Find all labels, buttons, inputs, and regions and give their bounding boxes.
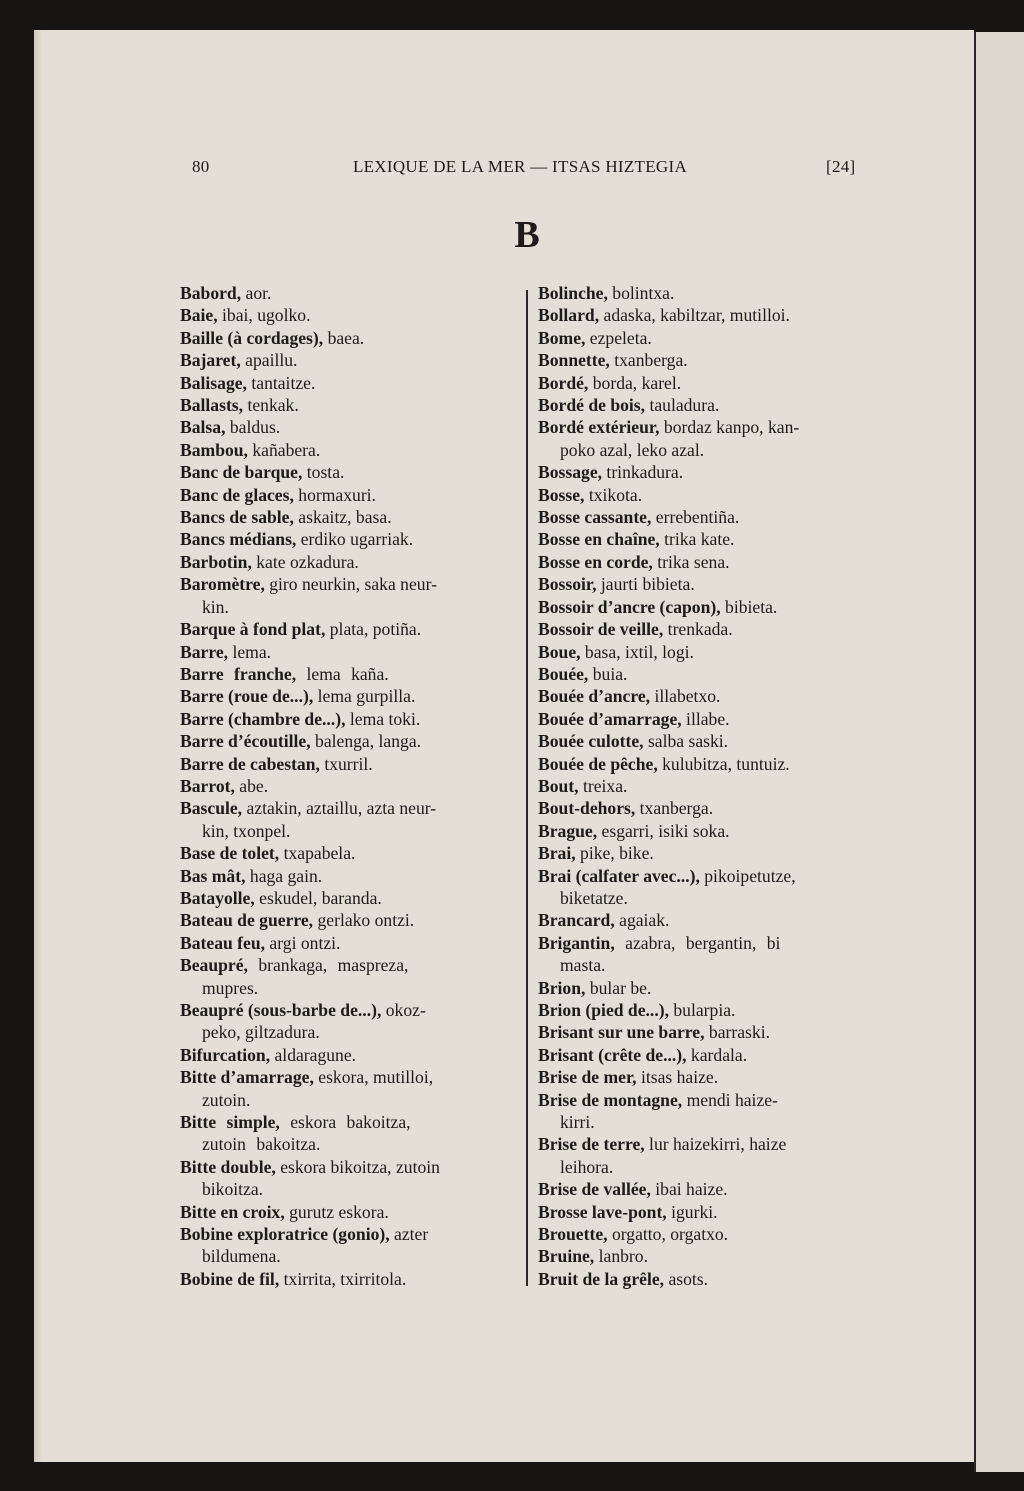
entry-continuation: biketatze. xyxy=(560,887,628,908)
dictionary-entry xyxy=(180,887,515,909)
entry-term: Bateau feu, xyxy=(180,932,266,953)
entry-definition: lema toki. xyxy=(345,708,421,729)
dictionary-entry xyxy=(180,461,515,483)
entry-term: Bonnette, xyxy=(538,350,610,371)
entry-definition: bibieta. xyxy=(720,596,778,617)
entry-definition: baldus. xyxy=(225,417,281,438)
entry-term: Bitte simple, xyxy=(180,1112,280,1133)
dictionary-entry xyxy=(538,842,873,864)
dictionary-entry xyxy=(538,484,873,506)
dictionary-entry xyxy=(180,484,515,506)
entry-definition: aztakin, aztaillu, azta neur- xyxy=(242,798,437,819)
entry-term: Boue, xyxy=(538,641,581,662)
entry-term: Balisage, xyxy=(180,372,247,393)
dictionary-entry xyxy=(180,439,515,461)
entry-definition: giro neurkin, saka neur- xyxy=(264,574,437,595)
entry-term: Barre franche, xyxy=(180,663,297,684)
entry-term: Bajaret, xyxy=(180,350,241,371)
dictionary-entry xyxy=(538,282,873,304)
dictionary-entry xyxy=(538,932,873,977)
entry-term: Baie, xyxy=(180,305,218,326)
entry-definition: kate ozkadura. xyxy=(251,551,359,572)
dictionary-entry xyxy=(538,394,873,416)
dictionary-entry xyxy=(538,551,873,573)
right-column xyxy=(538,282,873,1290)
entry-definition: buia. xyxy=(588,663,628,684)
dictionary-entry xyxy=(538,1268,873,1290)
entry-term: Bitte d’amarrage, xyxy=(180,1067,314,1088)
entry-term: Ballasts, xyxy=(180,395,244,416)
dictionary-entry xyxy=(538,663,873,685)
dictionary-entry xyxy=(180,1223,515,1268)
entry-definition: trika sena. xyxy=(652,551,730,572)
entry-term: Bas mât, xyxy=(180,865,246,886)
entry-term: Bossoir, xyxy=(538,574,597,595)
entry-definition: baea. xyxy=(323,327,365,348)
dictionary-entry xyxy=(180,551,515,573)
entry-term: Brigantin, xyxy=(538,932,615,953)
entry-definition: aldaragune. xyxy=(270,1044,357,1065)
entry-term: Bateau de guerre, xyxy=(180,910,314,931)
entry-definition: itsas haize. xyxy=(636,1067,719,1088)
dictionary-entry xyxy=(180,1156,515,1201)
dictionary-entry xyxy=(538,865,873,910)
dictionary-entry xyxy=(180,909,515,931)
entry-term: Bosse en chaîne, xyxy=(538,529,660,550)
entry-continuation: kin, txonpel. xyxy=(202,820,291,841)
entry-continuation: mupres. xyxy=(202,977,259,998)
entry-term: Baille (à cordages), xyxy=(180,327,324,348)
dictionary-entry xyxy=(538,618,873,640)
entry-term: Bout, xyxy=(538,775,579,796)
entry-definition: treixa. xyxy=(578,775,628,796)
section-letter: B xyxy=(514,214,540,256)
dictionary-entry xyxy=(538,909,873,931)
entry-definition: aor. xyxy=(241,283,272,303)
dictionary-entry xyxy=(180,573,515,618)
entry-definition: tenkak. xyxy=(243,395,299,416)
entry-term: Bouée de pêche, xyxy=(538,753,658,774)
entry-term: Brai, xyxy=(538,843,576,864)
column-divider xyxy=(526,290,528,1286)
entry-term: Bobine de fil, xyxy=(180,1268,280,1289)
entry-definition: eskora bakoitza, xyxy=(279,1112,411,1133)
entry-continuation: zutoin. xyxy=(202,1089,251,1110)
entry-term: Balsa, xyxy=(180,417,226,438)
entry-definition: azabra, bergantin, bi xyxy=(614,932,781,953)
entry-term: Barre (roue de...), xyxy=(180,686,314,707)
dictionary-entry xyxy=(180,797,515,842)
dictionary-entry xyxy=(538,596,873,618)
dictionary-entry xyxy=(180,842,515,864)
dictionary-entry xyxy=(538,753,873,775)
entry-term: Brion, xyxy=(538,977,586,998)
entry-term: Bancs de sable, xyxy=(180,507,294,528)
entry-term: Bifurcation, xyxy=(180,1044,271,1065)
dictionary-entry xyxy=(538,1178,873,1200)
entry-term: Bosse en corde, xyxy=(538,551,653,572)
entry-definition: trinkadura. xyxy=(602,462,684,483)
entry-definition: jaurti bibieta. xyxy=(596,574,695,595)
entry-term: Bolinche, xyxy=(538,283,608,303)
entry-definition: apaillu. xyxy=(240,350,298,371)
dictionary-entry xyxy=(538,1223,873,1245)
entry-term: Bosse, xyxy=(538,484,585,505)
entry-continuation: peko, giltzadura. xyxy=(202,1022,320,1043)
entry-term: Bome, xyxy=(538,327,586,348)
entry-term: Base de tolet, xyxy=(180,843,280,864)
dictionary-entry xyxy=(180,1201,515,1223)
entry-term: Bossoir d’ancre (capon), xyxy=(538,596,721,617)
entry-definition: igurki. xyxy=(666,1201,718,1222)
dictionary-entry xyxy=(538,1021,873,1043)
dictionary-entry xyxy=(538,573,873,595)
entry-term: Barre, xyxy=(180,641,229,662)
entry-term: Beaupré (sous-barbe de...), xyxy=(180,1000,382,1020)
entry-definition: ibai haize. xyxy=(650,1179,728,1200)
dictionary-entry xyxy=(538,708,873,730)
entry-term: Banc de barque, xyxy=(180,462,303,483)
entry-definition: agaiak. xyxy=(614,910,670,931)
dictionary-entry xyxy=(538,977,873,999)
entry-term: Brai (calfater avec...), xyxy=(538,865,700,886)
entry-term: Brise de terre, xyxy=(538,1134,645,1155)
entry-term: Bosse cassante, xyxy=(538,507,652,528)
entry-definition: trika kate. xyxy=(659,529,735,550)
entry-term: Bouée d’amarrage, xyxy=(538,708,682,729)
dictionary-entry xyxy=(180,506,515,528)
entry-definition: kardala. xyxy=(686,1044,748,1065)
entry-definition: lanbro. xyxy=(594,1246,648,1267)
dictionary-entry xyxy=(538,1044,873,1066)
entry-definition: tauladura. xyxy=(645,395,720,416)
entry-definition: eskudel, baranda. xyxy=(254,887,382,908)
entry-continuation: leihora. xyxy=(560,1156,614,1177)
entry-definition: illabetxo. xyxy=(650,686,721,707)
dictionary-entry xyxy=(180,775,515,797)
dictionary-entry xyxy=(180,1066,515,1111)
entry-term: Banc de glaces, xyxy=(180,484,294,505)
entry-definition: kulubitza, tuntuiz. xyxy=(657,753,790,774)
dictionary-entry xyxy=(538,1245,873,1267)
entry-definition: balenga, langa. xyxy=(310,731,422,752)
entry-term: Bascule, xyxy=(180,798,243,819)
entry-definition: erdiko ugarriak. xyxy=(296,529,414,550)
entry-term: Bollard, xyxy=(538,305,600,326)
entry-definition: adaska, kabiltzar, mutilloi. xyxy=(599,305,790,326)
dictionary-entry xyxy=(180,528,515,550)
entry-term: Bruine, xyxy=(538,1246,595,1267)
entry-definition: lema. xyxy=(228,641,272,662)
entry-definition: txurril. xyxy=(319,753,373,774)
entry-definition: bular be. xyxy=(585,977,652,998)
entry-term: Bossoir de veille, xyxy=(538,619,664,640)
entry-definition: askaitz, basa. xyxy=(293,507,392,528)
dictionary-entry xyxy=(538,528,873,550)
dictionary-entry xyxy=(538,999,873,1021)
entry-term: Brouette, xyxy=(538,1224,608,1245)
dictionary-entry xyxy=(180,349,515,371)
dictionary-entry xyxy=(180,618,515,640)
dictionary-entry xyxy=(180,708,515,730)
entry-definition: pike, bike. xyxy=(575,843,654,864)
entry-definition: txapabela. xyxy=(279,843,356,864)
entry-definition: plata, potiña. xyxy=(325,619,422,640)
entry-definition: illabe. xyxy=(681,708,730,729)
entry-definition: gurutz eskora. xyxy=(284,1201,389,1222)
dictionary-entry xyxy=(180,394,515,416)
dictionary-entry xyxy=(180,954,515,999)
dictionary-entry xyxy=(180,416,515,438)
dictionary-entry xyxy=(538,349,873,371)
dictionary-entry xyxy=(538,1066,873,1088)
dictionary-entry xyxy=(538,1201,873,1223)
dictionary-entry xyxy=(538,797,873,819)
entry-term: Barre d’écoutille, xyxy=(180,731,311,752)
entry-definition: ibai, ugolko. xyxy=(217,305,311,326)
entry-term: Barque à fond plat, xyxy=(180,619,326,640)
entry-continuation: bildumena. xyxy=(202,1246,281,1267)
dictionary-entry xyxy=(180,999,515,1044)
entry-definition: txirrita, txirritola. xyxy=(279,1268,407,1289)
dictionary-entry xyxy=(538,730,873,752)
dictionary-entry xyxy=(538,775,873,797)
entry-term: Brise de mer, xyxy=(538,1067,637,1088)
entry-term: Batayolle, xyxy=(180,887,255,908)
entry-definition: txikota. xyxy=(584,484,643,505)
dictionary-entry xyxy=(180,1044,515,1066)
entry-definition: orgatto, orgatxo. xyxy=(607,1224,729,1245)
entry-continuation: poko azal, leko azal. xyxy=(560,439,705,460)
entry-definition: azter xyxy=(389,1224,429,1245)
entry-definition: kañabera. xyxy=(247,439,321,460)
entry-continuation: kin. xyxy=(202,596,229,617)
left-column xyxy=(180,282,515,1290)
entry-term: Bancs médians, xyxy=(180,529,297,550)
entry-term: Brancard, xyxy=(538,910,615,931)
dictionary-entry xyxy=(180,730,515,752)
dictionary-entry xyxy=(538,1133,873,1178)
running-title: LEXIQUE DE LA MER — ITSAS HIZTEGIA xyxy=(352,157,688,176)
entry-term: Beaupré, xyxy=(180,955,248,976)
dictionary-entry xyxy=(180,753,515,775)
entry-definition: lema gurpilla. xyxy=(313,686,416,707)
dictionary-entry xyxy=(538,820,873,842)
entry-definition: barraski. xyxy=(704,1022,770,1043)
entry-definition: esgarri, isiki soka. xyxy=(597,820,730,841)
entry-definition: argi ontzi. xyxy=(265,932,341,953)
entry-term: Barrot, xyxy=(180,775,235,796)
dictionary-entry xyxy=(180,932,515,954)
dictionary-entry xyxy=(180,304,515,326)
entry-definition: eskora, mutilloi, xyxy=(313,1067,434,1088)
entry-term: Bouée, xyxy=(538,663,589,684)
entry-definition: haga gain. xyxy=(245,865,323,886)
entry-term: Brosse lave-pont, xyxy=(538,1201,667,1222)
dictionary-entry xyxy=(538,416,873,461)
dictionary-entry xyxy=(180,641,515,663)
entry-definition: txanberga. xyxy=(609,350,688,371)
entry-definition: errebentiña. xyxy=(651,507,740,528)
entry-definition: pikoipetutze, xyxy=(699,865,796,886)
entry-term: Bouée culotte, xyxy=(538,731,644,752)
entry-continuation: zutoin bakoitza. xyxy=(202,1134,321,1155)
entry-definition: trenkada. xyxy=(663,619,733,640)
entry-definition: okoz- xyxy=(381,1000,426,1020)
entry-term: Brisant (crête de...), xyxy=(538,1044,687,1065)
dictionary-entry xyxy=(538,304,873,326)
entry-continuation: kirri. xyxy=(560,1112,595,1133)
entry-definition: eskora bikoitza, zutoin xyxy=(275,1156,440,1177)
dictionary-entry xyxy=(180,1111,515,1156)
dictionary-entry xyxy=(180,865,515,887)
entry-term: Bout-dehors, xyxy=(538,798,636,819)
entry-term: Bitte en croix, xyxy=(180,1201,285,1222)
section-reference: [24] xyxy=(826,157,856,176)
entry-term: Bordé, xyxy=(538,372,589,393)
page-number: 80 xyxy=(192,157,210,176)
dictionary-entry xyxy=(538,372,873,394)
entry-term: Baromètre, xyxy=(180,574,265,595)
dictionary-entry xyxy=(538,641,873,663)
entry-term: Bobine exploratrice (gonio), xyxy=(180,1224,390,1245)
entry-term: Bitte double, xyxy=(180,1156,276,1177)
dictionary-entry xyxy=(180,327,515,349)
dictionary-entry xyxy=(538,461,873,483)
entry-definition: salba saski. xyxy=(643,731,729,752)
entry-definition: bolintxa. xyxy=(607,283,675,303)
entry-term: Bruit de la grêle, xyxy=(538,1268,665,1289)
dictionary-entry xyxy=(538,685,873,707)
entry-term: Brise de vallée, xyxy=(538,1179,651,1200)
entry-term: Bordé extérieur, xyxy=(538,417,660,438)
entry-definition: asots. xyxy=(664,1268,709,1289)
entry-definition: tosta. xyxy=(302,462,345,483)
entry-definition: hormaxuri. xyxy=(293,484,376,505)
dictionary-entry xyxy=(538,1089,873,1134)
entry-definition: abe. xyxy=(234,775,269,796)
entry-definition: lur haizekirri, haize xyxy=(644,1134,787,1155)
entry-definition: borda, karel. xyxy=(588,372,682,393)
entry-definition: basa, ixtil, logi. xyxy=(580,641,694,662)
entry-term: Babord, xyxy=(180,283,242,303)
entry-term: Bambou, xyxy=(180,439,248,460)
entry-definition: bularpia. xyxy=(668,1000,736,1020)
entry-term: Brague, xyxy=(538,820,598,841)
entry-term: Bordé de bois, xyxy=(538,395,646,416)
entry-term: Bouée d’ancre, xyxy=(538,686,651,707)
entry-term: Brion (pied de...), xyxy=(538,1000,669,1020)
entry-definition: gerlako ontzi. xyxy=(313,910,415,931)
entry-definition: brankaga, maspreza, xyxy=(247,955,409,976)
entry-definition: mendi haize- xyxy=(682,1089,778,1110)
dictionary-entry xyxy=(180,663,515,685)
entry-definition: tantaitze. xyxy=(246,372,316,393)
dictionary-entry xyxy=(538,327,873,349)
entry-definition: bordaz kanpo, kan- xyxy=(659,417,800,438)
entry-continuation: bikoitza. xyxy=(202,1179,264,1200)
dictionary-entry xyxy=(180,1268,515,1290)
entry-definition: txanberga. xyxy=(635,798,714,819)
dictionary-entry xyxy=(538,506,873,528)
entry-term: Barbotin, xyxy=(180,551,252,572)
entry-term: Barre (chambre de...), xyxy=(180,708,346,729)
dictionary-entry xyxy=(180,372,515,394)
dictionary-entry xyxy=(180,282,515,304)
entry-term: Barre de cabestan, xyxy=(180,753,320,774)
entry-definition: lema kaña. xyxy=(296,663,389,684)
entry-term: Bossage, xyxy=(538,462,603,483)
dictionary-entry xyxy=(180,685,515,707)
entry-term: Brise de montagne, xyxy=(538,1089,683,1110)
entry-definition: ezpeleta. xyxy=(585,327,652,348)
entry-term: Brisant sur une barre, xyxy=(538,1022,705,1043)
entry-continuation: masta. xyxy=(560,955,606,976)
